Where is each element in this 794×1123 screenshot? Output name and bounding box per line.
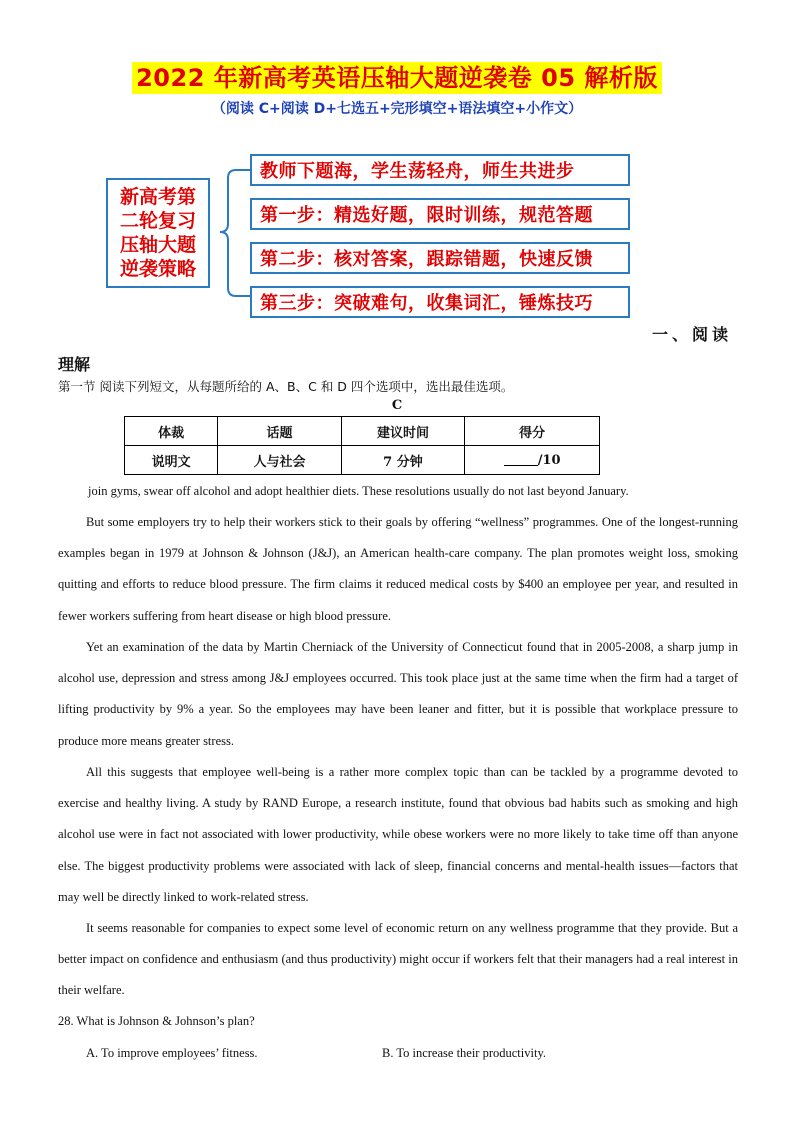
strategy-step-3: 第三步：突破难句，收集词汇，锤炼技巧 [250,286,630,318]
question-option-a: A. To improve employees’ fitness. [86,1046,258,1060]
info-table [124,416,600,475]
question-stem: 28. What is Johnson & Johnson’s plan? [58,1014,255,1028]
passage-paragraph-0: join gyms, swear off alcohol and adopt healthier diets. These resolutions usually do not last beyond January. [88,484,629,498]
score-blank [504,453,538,466]
page-title: 2022 年新高考英语压轴大题逆袭卷 05 解析版 [132,62,662,94]
value-time: 7 分钟 [341,446,465,475]
passage-paragraph-2: Yet an examination of the data by Martin Cherniack of the University of Connecticut found that in 2005-2008, a sharp jump in alcohol use, depression and stress among J&J employees occurred. This took place just at the same time when the firm had a target of lifting productivity by 9% a year. So the employees may have been leaner and fitter, but it is possible that workplace pressure to produce more means greater stress. [58,640,738,748]
bracket-connector [216,156,252,306]
score-total: /10 [537,452,561,468]
header-topic: 话题 [218,417,342,446]
strategy-step-2: 第二步：核对答案，跟踪错题，快速反馈 [250,242,630,274]
strategy-step-1: 第一步：精选好题，限时训练，规范答题 [250,198,630,230]
strategy-step-0: 教师下题海，学生荡轻舟，师生共进步 [250,154,630,186]
header-genre: 体裁 [125,417,218,446]
passage-label: C [391,398,403,413]
strategy-box [106,178,210,288]
info-table-value-row [125,446,600,475]
header-time: 建议时间 [341,417,465,446]
value-topic: 人与社会 [218,446,342,475]
passage-paragraph-3: All this suggests that employee well-being is a rather more complex topic than can be tackled by a programme devoted to exercise and healthy living. A study by RAND Europe, a research institute, found that obvious bad habits such as smoking and high alcohol use were in fact not associated with lower productivity, while obese workers were no more likely to take time off than anyone else. The biggest productivity problems were associated with lack of sleep, financial concerns and mental-health issues—factors that may well be directly linked to work-related stress. [58,765,738,904]
title-wrap [0,62,794,94]
passage-paragraph-4: It seems reasonable for companies to expect some level of economic return on any wellness programme that they provide. But a better impact on confidence and enthusiasm (and thus productivity) might occur if workers felt that their managers had a real interest in their welfare. [58,921,738,998]
value-score [465,446,600,475]
info-table-header-row [125,417,600,446]
strategy-box-label: 新高考第二轮复习压轴大题逆袭策略 [119,186,196,280]
section-heading-cont: 理解 [58,355,91,374]
question-option-b: B. To increase their productivity. [382,1046,547,1060]
value-genre: 说明文 [125,446,218,475]
page-subtitle: （阅读 C+阅读 D+七选五+完形填空+语法填空+小作文） [211,101,583,117]
passage-paragraph-1: But some employers try to help their workers stick to their goals by offering “wellness” programmes. One of the longest-running examples began in 1979 at Johnson & Johnson (J&J), an American health-care company. The plan promotes weight loss, smoking quitting and efforts to reduce blood pressure. The firm claims it reduced medical costs by $400 an employee per year, and resulted in fewer workers suffering from heart disease or high blood pressure. [58,515,738,623]
header-score: 得分 [465,417,600,446]
section-heading: 一、阅读 [652,325,733,344]
section-instruction: 第一节 阅读下列短文，从每题所给的 A、B、C 和 D 四个选项中，选出最佳选项。 [58,379,514,394]
